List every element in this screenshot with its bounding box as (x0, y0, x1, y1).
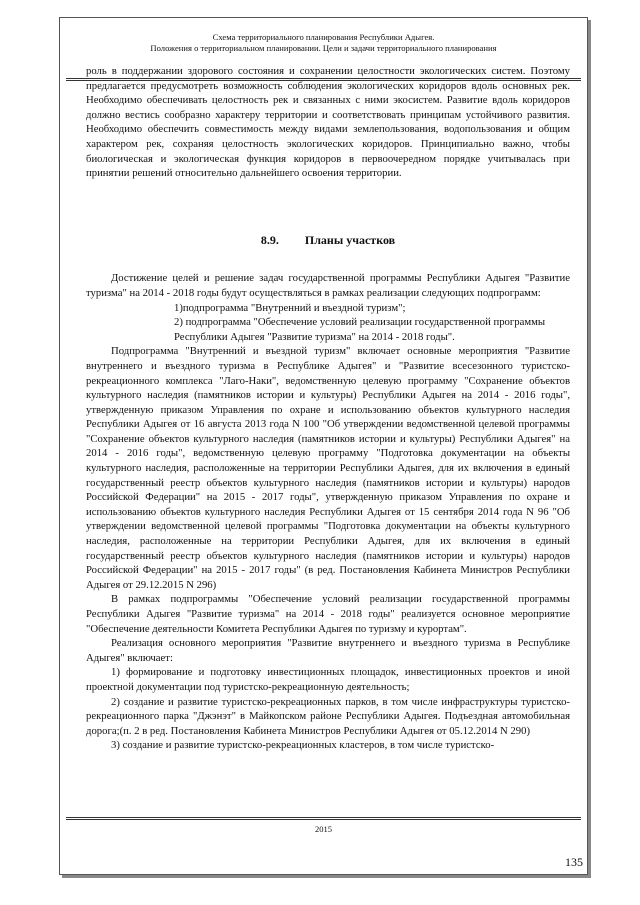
paragraph-goals: Достижение целей и решение задач государственной программы Республики Адыгея "Развитие туризма" на 2014 - 2018 годы будут осуществляться в рамках реализации следующих подпрограмм: (86, 272, 570, 299)
section-heading (86, 233, 570, 248)
subprogram-item-2: 2) подпрограмма "Обеспечение условий реализации государственной программы Республики Адыгея "Развитие туризма" на 2014 - 2018 годы". (174, 316, 546, 343)
document-body (86, 64, 570, 753)
intro-paragraph: роль в поддержании здорового состояния и сохранении целостности экологических систем. Поэтому предлагается предусмотреть возможность соблюдения экологических коридоров вдоль основных рек. Необходимо обеспечивать целостность рек и связанных с ними экосистем. Развитие вдоль коридоров должно вестись сообразно характеру территории и соответствовать принципам устойчивого развития. Необходимо обеспечить совместимость между видами землепользования, водопользования и общим характером рек, сохраняя целостность экологических коридоров. Принципиально важно, чтобы биологическая и экологическая функция коридоров в первоочередном порядке учитывалась при принятии решений относительно дальнейшего освоения территории. (86, 65, 570, 180)
footer-divider-second (66, 819, 581, 820)
list-item-3: 3) создание и развитие туристско-рекреационных кластеров, в том числе туристско- (111, 739, 495, 752)
header-line-2: Положения о территориальном планировании. Цели и задачи территориального планирования (150, 43, 497, 53)
paragraph-framework: В рамках подпрограммы "Обеспечение условий реализации государственной программы Республики Адыгея "Развитие туризма" на 2014 - 2018 годы" реализуется основное мероприятие "Обеспечение деятельности Комитета Республики Адыгея по туризму и курортам". (86, 593, 570, 635)
paragraph-subprogram: Подпрограмма "Внутренний и въездной туризм" включает основные мероприятия "Развитие внутреннего и въездного туризма в Республике Адыгея" и "Развитие всесезонного туристско-рекреационного комплекса "Лаго-Наки", ведомственную целевую программу "Сохранение объектов культурного наследия (памятников истории и культуры) Республики Адыгея на 2014 - 2016 годы", утвержденную приказом Управления по охране и использованию объектов культурного наследия Республики Адыгея от 16 августа 2013 года N 100 "Об утверждении ведомственной целевой программы "Сохранение объектов культурного наследия (памятников истории и культуры) Республики Адыгея" на 2014 - 2016 годы", ведомственную целевую программу "Подготовка документации на объекты культурного наследия, расположенные на территории Республики Адыгея, для их включения в единый государственный реестр объектов культурного наследия (памятников истории и культуры) народов Российской Федерации" на 2015 - 2017 годы", утвержденную приказом Управления по охране и использованию объектов культурного наследия Республики Адыгея от 15 сентября 2014 года N 96 "Об утверждении ведомственной целевой программы "Подготовка документации на объекты культурного наследия, расположенные на территории Республики Адыгея, для их включения в единый государственный реестр объектов культурного наследия (памятников истории и культуры) народов Российской Федерации" на 2015 - 2017 годы" (в ред. Постановления Кабинета Министров Республики Адыгея от 29.12.2015 N 296) (86, 345, 570, 591)
subprogram-item-1: 1)подпрограмма "Внутренний и въездной туризм"; (174, 301, 406, 314)
list-item-1: 1) формирование и подготовку инвестиционных площадок, инвестиционных проектов и иной проектной документации под туристско-рекреационную деятельность; (86, 666, 570, 693)
list-item-2: 2) создание и развитие туристско-рекреационных парков, в том числе инфраструктуры туристско-рекреационного парка "Джэнэт" в Майкопском районе Республики Адыгея. Подъездная автомобильная дорога;(п. 2 в ред. Постановления Кабинета Министров Республики Адыгея от 05.12.2014 N 290) (86, 695, 570, 737)
running-header (60, 32, 587, 54)
header-line-1: Схема территориального планирования Республики Адыгея. (212, 32, 435, 42)
page-number: 135 (565, 855, 583, 869)
section-number: 8.9. (260, 232, 279, 247)
paragraph-implementation: Реализация основного мероприятия "Развитие внутреннего и въездного туризма в Республике Адыгея" включает: (86, 637, 570, 664)
footer-year: 2015 (315, 824, 332, 834)
footer-divider (66, 817, 581, 818)
section-title: Планы участков (304, 232, 396, 247)
